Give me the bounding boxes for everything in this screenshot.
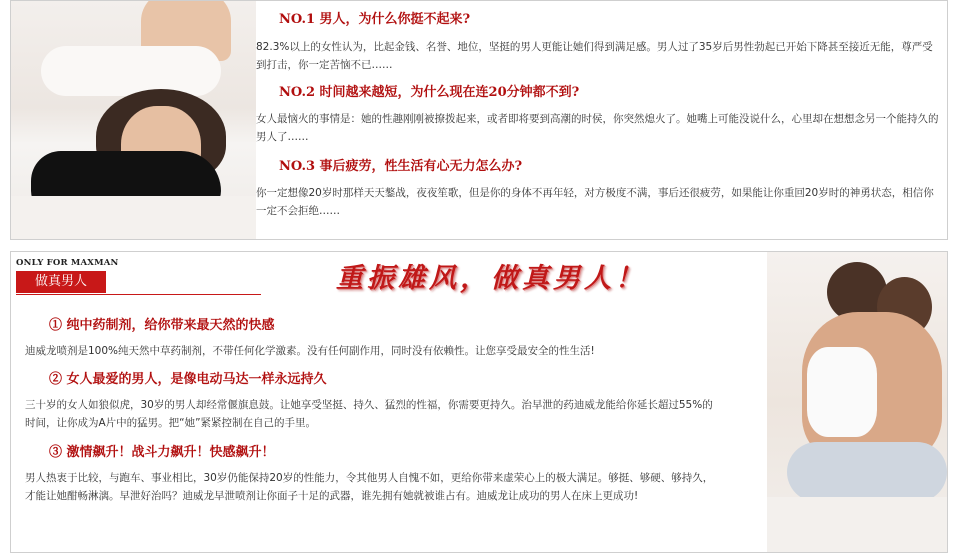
- couple-embrace-photo: [767, 252, 947, 552]
- top-text-3: 你一定想像20岁时那样天天鏊战，夜夜笙歌，但是你的身体不再年轻，对方极度不满，事后还很疲劳，如果能让你重回20岁时的神勇状态，相信你一定不会拒绝……: [256, 187, 934, 217]
- bottom-section: [10, 251, 948, 553]
- bottom-heading-3: ③ 激情飙升！战斗力飙升！快感飙升！: [49, 445, 275, 460]
- bottom-text-2: 三十岁的女人如狼似虎，30岁的男人却经常偃旗息鼓。让她享受坚挺、持久、猛烈的性福，你需要更持久。治早泄的药迪威龙能给你延长超过55%的时间，让你成为A片中的猛男。把“她”紧紧控制在自己的手里。: [25, 399, 713, 429]
- top-section: [10, 0, 948, 240]
- top-text-2: 女人最恼火的事情是：她的性趣刚刚被撩拨起来，或者即将要到高潮的时侯，你突然熄火了。她嘴上可能没说什么，心里却在想想念另一个能持久的男人了……: [256, 113, 939, 143]
- section-badge: 做真男人: [16, 271, 106, 293]
- bottom-text-1: 迪威龙喷剂是100%纯天然中草药制剂，不带任何化学激素。没有任何副作用，同时没有依赖性。让您享受最安全的性生活!: [25, 345, 595, 357]
- couple-bed-photo: [11, 1, 256, 239]
- top-heading-1: NO.1 男人，为什么你挺不起来?: [279, 12, 471, 27]
- slogan-title: 重振雄风，做真男人！: [336, 263, 646, 294]
- only-for-label: ONLY FOR MAXMAN: [16, 258, 119, 268]
- badge-underline: [16, 294, 261, 295]
- top-text-1: 82.3%以上的女性认为，比起金钱、名誉、地位，坚挺的男人更能让她们得到满足感。男人过了35岁后男性勃起已开始下降甚至接近无能，尊严受到打击，你一定苦恼不已……: [256, 41, 933, 71]
- bottom-text-3: 男人热衷于比较，与跑车、事业相比，30岁仍能保持20岁的性能力，令其他男人自愧不如，更给你带来虚荣心上的极大满足。够挺、够硬、够持久，才能让她酣畅淋漓。早泄好治吗？迪威龙早泄喷剂让你面子十足的武器，谁先拥有她就被谁占有。迪威龙让成功的男人在床上更成功!: [25, 472, 714, 502]
- bottom-heading-1: ① 纯中药制剂，给你带来最天然的快感: [49, 318, 275, 333]
- top-heading-3: NO.3 事后疲劳，性生活有心无力怎么办?: [279, 159, 523, 174]
- bottom-heading-2: ② 女人最爱的男人，是像电动马达一样永远持久: [49, 372, 327, 387]
- top-heading-2: NO.2 时间越来越短，为什么现在连20分钟都不到?: [279, 85, 580, 100]
